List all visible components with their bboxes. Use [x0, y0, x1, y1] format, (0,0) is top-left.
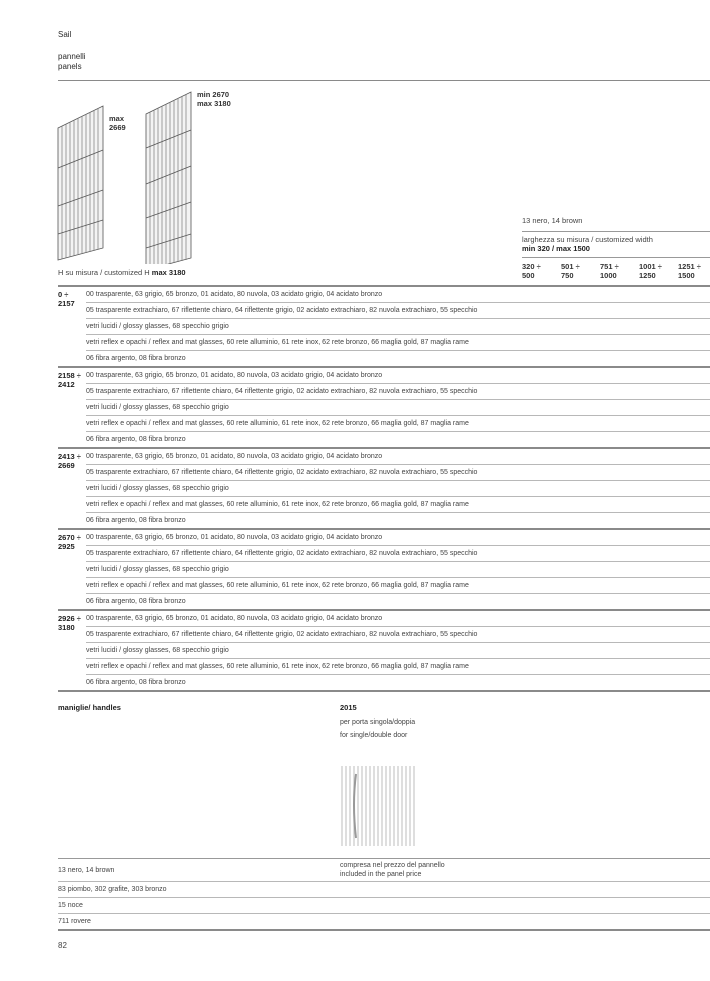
table-row: [58, 858, 710, 881]
height-group: [58, 285, 710, 366]
price-table: [58, 285, 710, 692]
panel-drawings: [56, 88, 206, 264]
range-from: 1251 ÷: [678, 262, 701, 271]
height-group: [58, 366, 710, 447]
table-divider: [58, 690, 710, 692]
range-to: 750: [561, 271, 574, 280]
range-to: 1250: [639, 271, 656, 280]
handle-icon: [340, 764, 420, 848]
width-label: larghezza su misura / customized width: [522, 235, 653, 244]
table-row: vetri reflex e opachi / reflex and mat glasses, 60 rete alluminio, 61 rete inox, 62 rete bronzo, 66 maglia gold, 87 maglia rame: [86, 496, 710, 512]
table-row: 00 trasparente, 63 grigio, 65 bronzo, 01 acidato, 80 nuvola, 03 acidato grigio, 04 acidato bronzo: [86, 291, 383, 298]
height-group: [58, 447, 710, 528]
dim-min: min 2670: [197, 90, 230, 99]
width-range-col: [561, 262, 600, 280]
height-label-text: H su misura / customized H: [58, 268, 150, 277]
height-range: [58, 530, 86, 609]
table-row: vetri lucidi / glossy glasses, 68 specchio grigio: [86, 642, 710, 658]
table-row: 05 trasparente extrachiaro, 67 riflettente chiaro, 64 riflettente grigio, 02 acidato extrachiaro, 82 nuvola extrachiaro, 55 specchio: [86, 302, 710, 318]
header-divider: [58, 80, 710, 81]
range-from: 501 ÷: [561, 262, 580, 271]
handle-description: [340, 716, 415, 742]
table-row: 00 trasparente, 63 grigio, 65 bronzo, 01 acidato, 80 nuvola, 03 acidato grigio, 04 acidato bronzo: [86, 372, 383, 379]
range-from: 751 ÷: [600, 262, 619, 271]
range-to: 1000: [600, 271, 617, 280]
range-to: 2669: [58, 461, 75, 470]
range-to: 2412: [58, 380, 75, 389]
width-info: [522, 235, 710, 253]
panel-tall-dimension: [197, 90, 231, 108]
width-range-col: [600, 262, 639, 280]
height-range: [58, 368, 86, 447]
dim-max: max 3180: [197, 99, 231, 108]
handle-note: [340, 859, 710, 881]
handle-code: 2015: [340, 703, 357, 712]
section-subtitle: [58, 52, 86, 72]
table-row: 00 trasparente, 63 grigio, 65 bronzo, 01 acidato, 80 nuvola, 03 acidato grigio, 04 acidato bronzo: [86, 453, 383, 460]
range-from: 2926 ÷: [58, 614, 81, 623]
range-from: 2413 ÷: [58, 452, 81, 461]
handle-finish: 711 rovere: [58, 918, 91, 925]
dim-label: max: [109, 114, 125, 123]
page-number: 82: [58, 941, 67, 950]
table-row: 05 trasparente extrachiaro, 67 riflettente chiaro, 64 riflettente grigio, 02 acidato extrachiaro, 82 nuvola extrachiaro, 55 specchio: [86, 626, 710, 642]
table-row: vetri reflex e opachi / reflex and mat glasses, 60 rete alluminio, 61 rete inox, 62 rete bronzo, 66 maglia gold, 87 maglia rame: [86, 577, 710, 593]
table-row: 05 trasparente extrachiaro, 67 riflettente chiaro, 64 riflettente grigio, 02 acidato extrachiaro, 82 nuvola extrachiaro, 55 specchio: [86, 545, 710, 561]
table-row: vetri lucidi / glossy glasses, 68 specchio grigio: [86, 318, 710, 334]
table-row: 05 trasparente extrachiaro, 67 riflettente chiaro, 64 riflettente grigio, 02 acidato extrachiaro, 82 nuvola extrachiaro, 55 specchio: [86, 464, 710, 480]
table-row: 06 fibra argento, 08 fibra bronzo: [86, 593, 710, 609]
height-group: [58, 528, 710, 609]
handle-finish-table: [58, 858, 710, 931]
table-row: vetri lucidi / glossy glasses, 68 specchio grigio: [86, 399, 710, 415]
width-range-col: [678, 262, 710, 280]
height-label: [58, 268, 186, 277]
handle-desc-it: per porta singola/doppia: [340, 719, 416, 726]
table-divider: [58, 929, 710, 931]
panel-tall-icon: [146, 92, 191, 264]
range-from: 2670 ÷: [58, 533, 81, 542]
range-to: 3180: [58, 623, 75, 632]
frame-colors: 13 nero, 14 brown: [522, 216, 583, 225]
table-row: 06 fibra argento, 08 fibra bronzo: [86, 350, 710, 366]
range-from: 320 ÷: [522, 262, 541, 271]
divider: [522, 257, 710, 258]
range-to: 2157: [58, 299, 75, 308]
note-en: included in the panel price: [340, 871, 422, 878]
height-range: [58, 287, 86, 366]
width-range: min 320 / max 1500: [522, 244, 590, 253]
table-row: vetri reflex e opachi / reflex and mat glasses, 60 rete alluminio, 61 rete inox, 62 rete bronzo, 66 maglia gold, 87 maglia rame: [86, 658, 710, 674]
divider: [522, 231, 710, 232]
range-to: 2925: [58, 542, 75, 551]
table-row: [58, 881, 710, 897]
table-row: vetri lucidi / glossy glasses, 68 specchio grigio: [86, 480, 710, 496]
range-from: 1001 ÷: [639, 262, 662, 271]
handles-label: maniglie/ handles: [58, 703, 121, 712]
table-row: 06 fibra argento, 08 fibra bronzo: [86, 431, 710, 447]
height-label-max: max 3180: [151, 268, 186, 277]
height-group: [58, 609, 710, 690]
table-row: vetri reflex e opachi / reflex and mat glasses, 60 rete alluminio, 61 rete inox, 62 rete bronzo, 66 maglia gold, 87 maglia rame: [86, 334, 710, 350]
subtitle-it: pannelli: [58, 52, 86, 61]
handle-finish: 13 nero, 14 brown: [58, 867, 115, 874]
panel-short-icon: [58, 106, 103, 260]
handle-finish: 83 piombo, 302 grafite, 303 bronzo: [58, 886, 167, 893]
handle-finish: 15 noce: [58, 902, 83, 909]
width-ranges: [522, 262, 710, 280]
table-row: 06 fibra argento, 08 fibra bronzo: [86, 512, 710, 528]
table-row: [58, 897, 710, 913]
table-row: 06 fibra argento, 08 fibra bronzo: [86, 674, 710, 690]
panel-short-dimension: [109, 114, 126, 132]
range-to: 500: [522, 271, 535, 280]
width-range-col: [639, 262, 678, 280]
height-range: [58, 611, 86, 690]
table-row: 00 trasparente, 63 grigio, 65 bronzo, 01 acidato, 80 nuvola, 03 acidato grigio, 04 acidato bronzo: [86, 615, 383, 622]
table-row: 05 trasparente extrachiaro, 67 riflettente chiaro, 64 riflettente grigio, 02 acidato extrachiaro, 82 nuvola extrachiaro, 55 specchio: [86, 383, 710, 399]
range-to: 1500: [678, 271, 695, 280]
page-title: Sail: [58, 30, 72, 39]
range-from: 2158 ÷: [58, 371, 81, 380]
width-range-col: [522, 262, 561, 280]
table-row: vetri reflex e opachi / reflex and mat glasses, 60 rete alluminio, 61 rete inox, 62 rete bronzo, 66 maglia gold, 87 maglia rame: [86, 415, 710, 431]
note-it: compresa nel prezzo del pannello: [340, 862, 445, 869]
table-row: [58, 913, 710, 929]
dim-value: 2669: [109, 123, 126, 132]
table-row: vetri lucidi / glossy glasses, 68 specchio grigio: [86, 561, 710, 577]
table-row: 00 trasparente, 63 grigio, 65 bronzo, 01 acidato, 80 nuvola, 03 acidato grigio, 04 acidato bronzo: [86, 534, 383, 541]
handle-desc-en: for single/double door: [340, 732, 408, 739]
range-from: 0 ÷: [58, 290, 69, 299]
subtitle-en: panels: [58, 62, 82, 71]
height-range: [58, 449, 86, 528]
